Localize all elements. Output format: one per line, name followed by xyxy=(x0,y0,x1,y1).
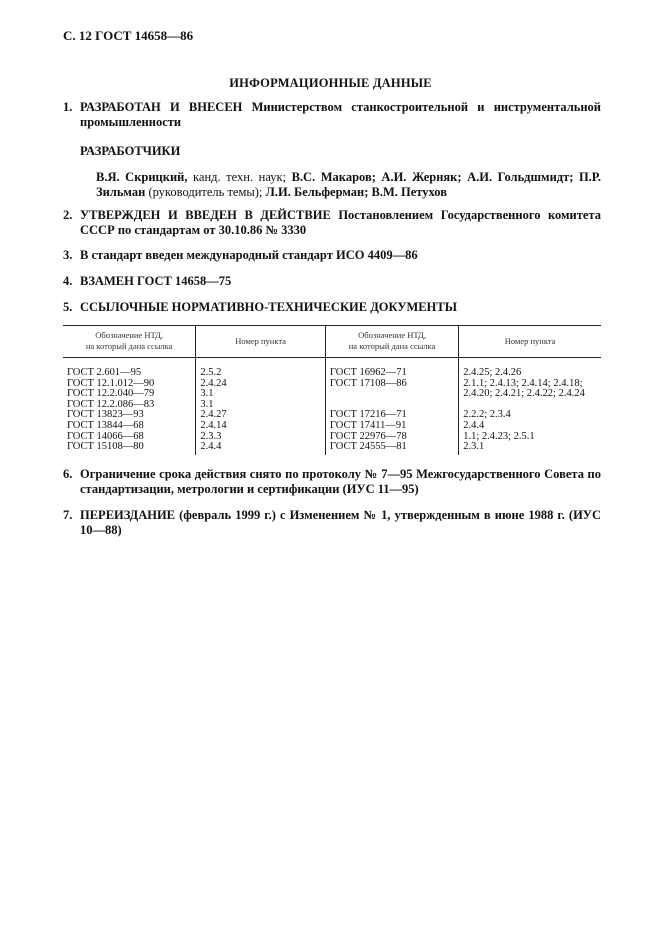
column-header-point: Номер пункта xyxy=(196,326,326,358)
table-cell: 3.1 xyxy=(200,388,214,400)
section-text: УТВЕРЖДЕН И ВВЕДЕН В ДЕЙСТВИЕ Постановлением Государственного комитета СССР по стандартам от 30.10.86 № 3330 xyxy=(80,208,601,237)
table-cell: 2.4.25; 2.4.26 xyxy=(463,367,522,378)
table-cell: 3.1 xyxy=(200,398,214,410)
section-number: 4. xyxy=(63,274,73,288)
developer-name: В.С. Макаров; А.И. Жерняк; А.И. Гольдшмидт; П.Р. Зильман xyxy=(96,170,601,199)
table-cell xyxy=(330,389,454,400)
table-cell: ГОСТ 17108—86 xyxy=(329,377,407,389)
reference-documents-table xyxy=(63,325,601,455)
table-cell: ГОСТ 13823—93 xyxy=(67,409,144,421)
column-left-points xyxy=(196,358,326,455)
column-header-document: Обозначение НТД, на который дана ссылка xyxy=(63,326,196,358)
section-number: 2. xyxy=(63,208,73,222)
section-text: Ограничение срока действия снято по протоколу № 7—95 Межгосударственного Совета по стандартизации, метрологии и сертификации (ИУС 11—95) xyxy=(80,467,601,496)
column-right-points xyxy=(459,358,601,455)
column-right-documents xyxy=(325,358,458,455)
table-cell: ГОСТ 13844—68 xyxy=(67,419,144,431)
section-number: 5. xyxy=(63,300,73,314)
table-cell: ГОСТ 17411—91 xyxy=(329,419,407,431)
table-cell: 2.3.3 xyxy=(200,430,222,442)
table-cell: 2.4.14 xyxy=(200,419,227,431)
table-cell: ГОСТ 17216—71 xyxy=(329,409,407,421)
table-cell: ГОСТ 16962—71 xyxy=(329,367,407,378)
section-5 xyxy=(63,300,601,315)
developer-note: (руководитель темы); xyxy=(145,185,266,199)
section-3 xyxy=(63,248,601,263)
section-text: ПЕРЕИЗДАНИЕ (февраль 1999 г.) с Изменением № 1, утвержденным в июне 1988 г. (ИУС 10—88) xyxy=(80,508,601,537)
section-number: 3. xyxy=(63,248,73,262)
table-row xyxy=(63,358,601,455)
section-7 xyxy=(63,508,601,538)
table-cell: 2.4.27 xyxy=(200,409,227,421)
table-cell: ГОСТ 12.2.086—83 xyxy=(67,398,155,410)
section-6 xyxy=(63,467,601,497)
table-cell: ГОСТ 24555—81 xyxy=(329,441,407,453)
table-cell: 2.1.1; 2.4.13; 2.4.14; 2.4.18; xyxy=(463,377,583,389)
table-cell: ГОСТ 2.601—95 xyxy=(67,367,142,378)
column-header-document: Обозначение НТД, на который дана ссылка xyxy=(325,326,458,358)
table-cell: ГОСТ 12.1.012—90 xyxy=(67,377,155,389)
developer-name: Л.И. Бельферман; В.М. Петухов xyxy=(265,185,447,199)
table-cell: 2.3.1 xyxy=(463,441,485,453)
column-left-documents xyxy=(63,358,196,455)
section-text: ВЗАМЕН ГОСТ 14658—75 xyxy=(80,274,232,288)
section-number: 1. xyxy=(63,100,73,114)
developer-note: канд. техн. наук; xyxy=(187,170,292,184)
table-cell: 2.4.4 xyxy=(463,419,485,431)
table-header-row xyxy=(63,326,601,358)
table-cell: ГОСТ 15108—80 xyxy=(67,441,144,453)
table-cell: 2.4.24 xyxy=(200,377,227,389)
section-text: ССЫЛОЧНЫЕ НОРМАТИВНО-ТЕХНИЧЕСКИЕ ДОКУМЕНТЫ xyxy=(80,300,457,314)
developers-list xyxy=(96,170,601,200)
section-text: В стандарт введен международный стандарт ИСО 4409—86 xyxy=(80,248,418,262)
table-cell: 2.4.4 xyxy=(200,441,222,453)
section-number: 6. xyxy=(63,467,73,481)
section-1 xyxy=(63,100,601,130)
section-number: 7. xyxy=(63,508,73,522)
table-cell: 2.2.2; 2.3.4 xyxy=(463,409,511,421)
table-cell: 2.4.20; 2.4.21; 2.4.22; 2.4.24 xyxy=(463,388,585,400)
table-cell: ГОСТ 22976—78 xyxy=(329,430,407,442)
section-text: РАЗРАБОТАН И ВНЕСЕН Министерством станкостроительной и инструментальной промышленности xyxy=(80,100,601,129)
column-header-point: Номер пункта xyxy=(459,326,601,358)
table-cell: ГОСТ 14066—68 xyxy=(67,430,144,442)
section-2 xyxy=(63,208,601,238)
table-cell: 2.5.2 xyxy=(200,367,222,378)
developers-title: РАЗРАБОТЧИКИ xyxy=(80,144,181,158)
page-title: ИНФОРМАЦИОННЫЕ ДАННЫЕ xyxy=(229,76,432,90)
table-cell: 1.1; 2.4.23; 2.5.1 xyxy=(463,430,535,442)
table-cell: ГОСТ 12.2.040—79 xyxy=(67,388,155,400)
page-header: С. 12 ГОСТ 14658—86 xyxy=(63,28,194,43)
developer-name: В.Я. Скрицкий, xyxy=(96,170,188,184)
section-4 xyxy=(63,274,601,289)
